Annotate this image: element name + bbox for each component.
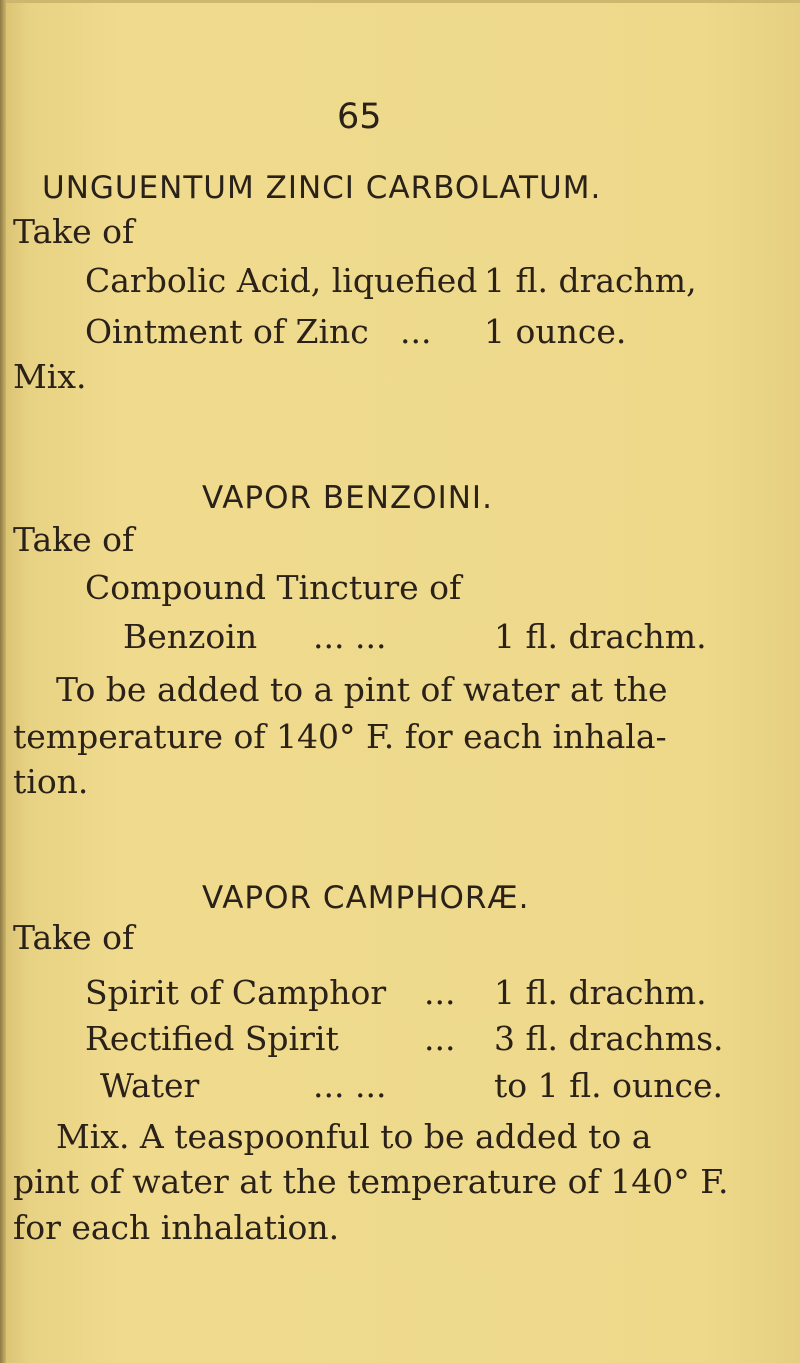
ingredient-name: Compound Tincture of [85,568,462,607]
instruction-text: Mix. A teaspoonful to be added to a [56,1117,652,1156]
ingredient-name: Water [100,1066,200,1105]
mix-label: Mix. [13,357,87,396]
section-heading-unguentum: UNGUENTUM ZINCI CARBOLATUM. [42,170,602,206]
instruction-text: tion. [13,762,89,801]
take-of-label: Take of [13,212,135,251]
section-heading-vapor-camphorae: VAPOR CAMPHORÆ. [202,880,530,916]
take-of-label: Take of [13,918,135,957]
ingredient-quantity: 1 ounce. [484,312,627,351]
ingredient-name: Benzoin [123,617,258,656]
ingredient-quantity: 3 fl. drachms. [494,1019,724,1058]
page-gutter-shadow [0,0,6,1363]
ingredient-name: Carbolic Acid, liquefied [85,261,478,300]
instruction-text: To be added to a pint of water at the [56,670,668,709]
ingredient-quantity: 1 fl. drachm. [494,973,707,1012]
leader-dots: ... [424,973,456,1012]
section-heading-vapor-benzoini: VAPOR BENZOINI. [202,480,493,516]
instruction-text: for each inhalation. [13,1208,340,1247]
ingredient-name: Spirit of Camphor [85,973,387,1012]
instruction-text: temperature of 140° F. for each inhala- [13,717,667,756]
ingredient-name: Rectified Spirit [85,1019,339,1058]
ingredient-quantity: 1 fl. drachm, [484,261,697,300]
ingredient-quantity: 1 fl. drachm. [494,617,707,656]
page-top-edge [6,0,800,3]
take-of-label: Take of [13,520,135,559]
leader-dots: ... ... [313,1066,387,1105]
leader-dots: ... ... [313,617,387,656]
page-number: 65 [337,97,382,137]
ingredient-name: Ointment of Zinc [85,312,369,351]
instruction-text: pint of water at the temperature of 140° F. [13,1162,729,1201]
ingredient-quantity: to 1 fl. ounce. [494,1066,723,1105]
leader-dots: ... [400,312,432,351]
leader-dots: ... [424,1019,456,1058]
